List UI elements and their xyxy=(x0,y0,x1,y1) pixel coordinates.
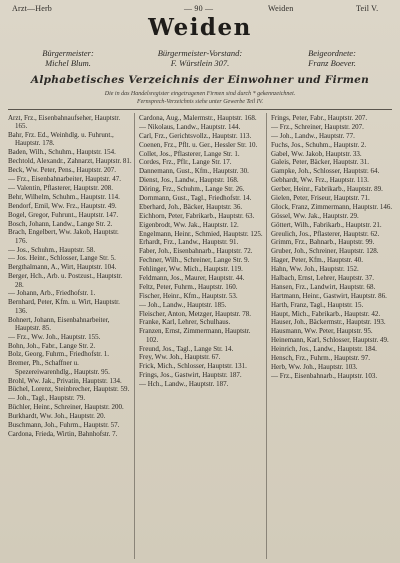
page-number: — 90 — xyxy=(184,4,214,13)
directory-entry: Gebhardt, Ww. Frz., Hauptstr. 113. xyxy=(271,176,369,185)
directory-entry: — Frz., Ww. Joh., Hauptstr. 155. xyxy=(8,332,101,341)
directory-entry: — Nikolaus, Landw., Hauptstr. 144. xyxy=(139,122,241,131)
directory-entry: — Joh., Landw., Hauptstr. 77. xyxy=(271,131,355,140)
running-head-place: Weiden xyxy=(268,4,294,13)
directory-entry: Frey, Ww. Joh., Hauptstr. 67. xyxy=(139,353,221,362)
directory-entry: Hauser, Joh., Bäckermstr., Hauptstr. 193. xyxy=(271,318,386,327)
directory-entry: Franzen, Ernst, Zimmermann, Hauptstr. 102. xyxy=(139,327,251,344)
directory-entry: Fuchs, Jos., Schuhm., Hauptstr. 2. xyxy=(271,140,367,149)
official-name: Franz Boever. xyxy=(308,58,356,68)
column-divider xyxy=(266,113,267,559)
directory-entry: Berger, Hch., Arb. u. Postzust., Hauptstr. 28. xyxy=(8,272,123,289)
page-title: Weiden xyxy=(148,14,252,41)
directory-entry: — Hch., Landw., Hauptstr. 187. xyxy=(139,380,229,389)
directory-entry: — Johann, Arb., Friedhofstr. 1. xyxy=(8,289,96,298)
directory-entry: Hartmann, Heinr., Gastwirt, Hauptstr. 86. xyxy=(271,291,387,300)
directory-entry: Engelmann, Heinr., Schmied, Hauptstr. 125. xyxy=(139,229,263,238)
directory-entry: Coenen, Frz., Pflt. u. Ger., Hessler Str. 10. xyxy=(139,140,258,149)
directory-entry: Brach, Engelbert, Ww. Jakob, Hauptstr. 176. xyxy=(8,228,119,245)
directory-entry: Frings, Peter, Fabr., Hauptstr. 207. xyxy=(271,114,368,122)
directory-entry: Büchler, Heinr., Schreiner, Hauptstr. 200. xyxy=(8,403,124,412)
directory-entry: Dannemann, Gust., Kfm., Hauptstr. 30. xyxy=(139,167,249,176)
directory-entry: Eichhorn, Peter, Fabrikarb., Hauptstr. 63. xyxy=(139,211,255,220)
directory-entry: Bendorf, Emil, Ww. Frz., Hauptstr. 49. xyxy=(8,201,117,210)
official-deputy xyxy=(140,48,260,68)
register-note: Die in das Handelsregister eingetragenen Firmen sind durch * gekennzeichnet. xyxy=(104,91,296,97)
telephone-note: Fernsprech-Verzeichnis siehe unter Gewerbe Teil IV. xyxy=(136,99,264,105)
header-divider xyxy=(8,109,392,110)
directory-entry: Frick, Mich., Schlosser, Hauptstr. 131. xyxy=(139,362,247,371)
directory-entry: Franke, Karl, Lehrer, Schulhaus. xyxy=(139,318,231,327)
directory-entry: — Frz., Eisenbahnarb., Hauptstr. 103. xyxy=(271,371,378,380)
column-divider xyxy=(134,113,135,559)
directory-entry: Grimm, Frz., Bahnarb., Hauptstr. 99. xyxy=(271,238,375,247)
directory-entry: Döring, Frz., Schuhm., Lange Str. 26. xyxy=(139,185,245,194)
directory-entry: Cardona, Aug., Malermstr., Hauptstr. 168. xyxy=(139,114,257,122)
official-councillors xyxy=(272,48,392,68)
directory-entry: Dornmann, Gust., Tagl., Friedhofstr. 14. xyxy=(139,194,252,203)
directory-entry: Bremer, Ph., Schaffner u. Spezereiwarenhdlg., Hauptstr. 95. xyxy=(8,359,110,376)
directory-entry: Bergthalmann, A., Wirt, Hauptstr. 104. xyxy=(8,263,117,272)
directory-entry: Göttert, Wilh., Fabrikarb., Hauptstr. 21. xyxy=(271,220,382,229)
directory-entry: Bohn, Joh., Fabr., Lange Str. 2. xyxy=(8,341,96,350)
directory-entry: Heinrich, Jos., Landw., Hauptstr. 184. xyxy=(271,345,377,354)
official-name: Michel Blum. xyxy=(45,58,91,68)
directory-entry: — Joh., Tagl., Hauptstr. 79. xyxy=(8,394,86,403)
directory-column-1 xyxy=(8,114,132,559)
official-name: F. Würstlein 307. xyxy=(170,58,230,68)
directory-entry: Gerber, Heinr., Fabrikarb., Hauptstr. 89. xyxy=(271,185,383,194)
directory-entry: Gampke, Joh., Schlosser, Hauptstr. 64. xyxy=(271,167,380,176)
directory-entry: Brohl, Ww. Jak., Privatin, Hauptstr. 134. xyxy=(8,376,122,385)
directory-entry: Bolz, Georg, Fuhrm., Friedhofstr. 1. xyxy=(8,350,109,359)
directory-entry: Eberhard, Joh., Bäcker, Hauptstr. 36. xyxy=(139,202,243,211)
running-head-part: Teil V. xyxy=(356,4,379,13)
directory-column-2 xyxy=(139,114,263,559)
directory-entry: Burkhardt, Ww. Joh., Hauptstr. 20. xyxy=(8,412,106,421)
directory-entry: Hager, Peter, Kfm., Hauptstr. 40. xyxy=(271,256,363,265)
directory-entry: Gabel, Ww. Jakob, Hauptstr. 33. xyxy=(271,149,362,158)
directory-entry: Hausmann, Ww. Peter, Hauptstr. 95. xyxy=(271,327,373,336)
directory-entry: Cordes, Frz., Pflr., Lange Str. 17. xyxy=(139,158,232,167)
directory-entry: Hensch, Frz., Fuhrm., Hauptstr. 97. xyxy=(271,354,370,363)
directory-entry: — Valentin, Pflasterer, Hauptstr. 208. xyxy=(8,183,113,192)
directory-entry: Arzt, Frz., Eisenbahnaufseher, Hauptstr. 165. xyxy=(8,114,121,131)
directory-entry: Haupt, Mich., Fabrikarb., Hauptstr. 42. xyxy=(271,309,381,318)
directory-entry: Feltz, Peter, Fuhrm., Hauptstr. 160. xyxy=(139,282,238,291)
directory-entry: Bosch, Johann, Landw., Lange Str. 2. xyxy=(8,219,113,228)
directory-entry: Bohnert, Johann, Eisenbahnarbeiter, Hauptstr. 85. xyxy=(8,315,110,332)
directory-entry: Frings, Jos., Gastwirt, Hauptstr. 187. xyxy=(139,371,242,380)
directory-entry: — Joh., Landw., Hauptstr. 185. xyxy=(139,300,227,309)
directory-entry: — Frz., Schreiner, Hauptstr. 207. xyxy=(271,122,364,131)
directory-entry: Beck, Ww. Peter, Pens., Hauptstr. 207. xyxy=(8,166,117,175)
directory-entry: — Frz., Eisenbahnarbeiter, Hauptstr. 47. xyxy=(8,175,122,184)
directory-entry: Greulich, Jos., Pflasterer, Hauptstr. 62. xyxy=(271,229,380,238)
directory-entry: Fleischer, Anton, Metzger, Hauptstr. 78. xyxy=(139,309,252,318)
directory-entry: Erhardt, Frz., Landw., Hauptstr. 91. xyxy=(139,238,239,247)
directory-entry: Hansen, Frz., Landwirt, Hauptstr. 68. xyxy=(271,282,376,291)
directory-entry: Carl, Frz., Gerichtsvollz., Hauptstr. 113. xyxy=(139,131,252,140)
directory-entry: Herb, Ww. Joh., Hauptstr. 103. xyxy=(271,362,358,371)
directory-entry: Harth, Franz, Tagl., Hauptstr. 15. xyxy=(271,300,364,309)
directory-column-3 xyxy=(271,114,395,559)
directory-entry: Freund, Jos., Tagl., Lange Str. 14. xyxy=(139,344,234,353)
directory-entry: Bogel, Gregor, Fuhrunt., Hauptstr. 147. xyxy=(8,210,119,219)
directory-entry: Bernhard, Peter, Kfm. u. Wirt, Hauptstr. 136. xyxy=(8,298,120,315)
directory-entry: Fischer, Heinr., Kfm., Hauptstr. 53. xyxy=(139,291,238,300)
official-role: Bürgermeister: xyxy=(42,48,94,58)
directory-entry: Halbach, Ernst, Lehrer, Hauptstr. 37. xyxy=(271,274,374,283)
section-title: Alphabetisches Verzeichnis der Einwohner und Firmen xyxy=(30,74,370,86)
directory-entry: Fechner, Wilh., Schreiner, Lange Str. 9. xyxy=(139,256,250,265)
official-role: Beigeordnete: xyxy=(308,48,356,58)
directory-entry: Feldmann, Jos., Maurer, Hauptstr. 44. xyxy=(139,274,245,283)
directory-entry: Gielen, Peter, Friseur, Hauptstr. 71. xyxy=(271,194,370,203)
directory-entry: Baden, Wilh., Schuhm., Hauptstr. 154. xyxy=(8,148,116,157)
directory-entry: Dienst, Jos., Landw., Hauptstr. 168. xyxy=(139,176,239,185)
directory-entry: Gössel, Ww. Jak., Hauptstr. 29. xyxy=(271,211,359,220)
running-head-range: Arzt—Herb xyxy=(12,4,53,13)
directory-entry: Heinemann, Karl, Schlosser, Hauptstr. 49. xyxy=(271,336,389,345)
directory-entry: Glock, Franz, Zimmermann, Hauptstr. 146. xyxy=(271,202,393,211)
directory-entry: Eigenbrodt, Ww. Jak., Hauptstr. 12. xyxy=(139,220,239,229)
official-mayor xyxy=(8,48,128,68)
directory-entry: Bechtold, Alexandr., Zahnarzt, Hauptstr. 81. xyxy=(8,157,132,166)
directory-entry: Galeis, Peter, Bäcker, Hauptstr. 31. xyxy=(271,158,369,167)
directory-entry: Gruber, Joh., Schreiner, Hauptstr. 128. xyxy=(271,247,379,256)
directory-entry: Cardona, Frieda, Wirtin, Bahnhofstr. 7. xyxy=(8,429,118,438)
directory-entry: Collet, Jos., Pflasterer, Lange Str. 1. xyxy=(139,149,240,158)
directory-entry: Büchel, Lorenz, Steinbrecher, Hauptstr. 59. xyxy=(8,385,130,394)
directory-entry: Fehlinger, Ww. Mich., Hauptstr. 119. xyxy=(139,265,243,274)
directory-entry: Faber, Joh., Eisenbahnarb., Hauptstr. 72. xyxy=(139,247,253,256)
directory-entry: Bahr, Frz. Ed., Weinhdlg. u. Fuhrunt., Hauptstr. 178. xyxy=(8,131,114,148)
directory-entry: Hahn, Ww. Joh., Hauptstr. 152. xyxy=(271,265,359,274)
directory-entry: — Jos., Schuhm., Hauptstr. 58. xyxy=(8,245,96,254)
directory-entry: — Jos. Heinr., Schlosser, Lange Str. 5. xyxy=(8,254,116,263)
official-role: Bürgermeister-Vorstand: xyxy=(157,48,243,58)
directory-entry: Behr, Wilhelm, Schuhm., Hauptstr. 114. xyxy=(8,192,120,201)
directory-entry: Buschmann, Joh., Fuhrm., Hauptstr. 57. xyxy=(8,421,120,430)
